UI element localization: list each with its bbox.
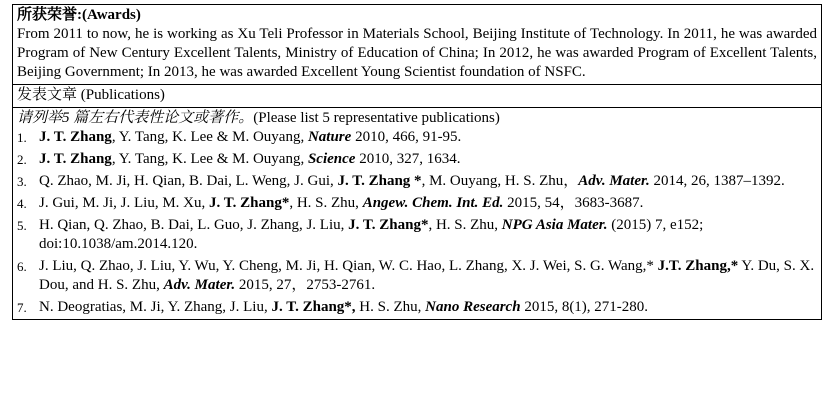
awards-row <box>13 5 822 85</box>
publication-item <box>17 216 817 254</box>
publications-header-row <box>13 85 822 108</box>
publication-highlight-author: J. T. Zhang * <box>337 173 422 189</box>
publication-journal: NPG Asia Mater. <box>501 217 608 233</box>
publication-number: 6. <box>17 259 27 274</box>
publication-authors: N. Deogratias, M. Ji, Y. Zhang, J. Liu, <box>39 299 272 315</box>
publication-text <box>39 298 817 317</box>
publication-authors: J. Gui, M. Ji, J. Liu, M. Xu, <box>39 195 210 211</box>
publication-highlight-author: J. T. Zhang*, <box>271 299 356 315</box>
publication-number: 2. <box>17 152 27 167</box>
instruction-en: (Please list 5 representative publications) <box>253 110 500 126</box>
publication-coauthors: Y. Du, S. X. Dou, and H. S. Zhu, <box>39 258 815 293</box>
publication-number: 1. <box>17 130 27 145</box>
publication-number: 7. <box>17 300 27 315</box>
publication-highlight-author: J.T. Zhang,* <box>657 258 739 274</box>
publications-row <box>13 108 822 320</box>
publication-item <box>17 128 817 147</box>
awards-text: From 2011 to now, he is working as Xu Teli Professor in Materials School, Beijing Institute of Technology. In 2011, he was awarded Program of New Century Excellent Talents, Ministry of Education of China; In 2012, he was awarded Program of Excellent Talents, Beijing Government; In 2013, he was awarded Excellent Young Scientist foundation of NSFC. <box>17 26 817 80</box>
publication-citation: 2014, 26, 1387–1392. <box>649 173 785 189</box>
publication-citation: 2015, 8(1), 271-280. <box>520 299 649 315</box>
publication-journal: Adv. Mater. <box>163 277 236 293</box>
publication-authors: H. Qian, Q. Zhao, B. Dai, L. Guo, J. Zhang, J. Liu, <box>39 217 349 233</box>
publication-number: 3. <box>17 174 27 189</box>
publication-text <box>39 257 817 295</box>
publication-list <box>17 128 817 317</box>
publication-citation: 2015, 54，3683-3687. <box>503 195 644 211</box>
publication-text <box>39 128 817 147</box>
publication-coauthors: , H. S. Zhu, <box>428 217 502 233</box>
bio-table <box>12 4 822 320</box>
publication-journal: Nano Research <box>425 299 521 315</box>
publication-highlight-author: J. T. Zhang <box>39 151 112 167</box>
publication-citation: 2010, 327, 1634. <box>355 151 461 167</box>
instruction-cn: 请列举5 篇左右代表性论文或著作。 <box>17 110 254 126</box>
publication-text <box>39 194 817 213</box>
publication-item <box>17 172 817 191</box>
publication-highlight-author: J. T. Zhang* <box>209 195 290 211</box>
publication-item <box>17 257 817 295</box>
publication-coauthors: , Y. Tang, K. Lee & M. Ouyang, <box>111 151 308 167</box>
publication-coauthors: , H. S. Zhu, <box>289 195 363 211</box>
publication-authors: J. Liu, Q. Zhao, J. Liu, Y. Wu, Y. Cheng, M. Ji, H. Qian, W. C. Hao, L. Zhang, X. J. Wei, S. G. Wang,* <box>39 258 658 274</box>
publication-highlight-author: J. T. Zhang* <box>348 217 429 233</box>
publication-text <box>39 150 817 169</box>
publication-citation: 2015, 27，2753-2761. <box>235 277 376 293</box>
publication-highlight-author: J. T. Zhang <box>39 129 112 145</box>
awards-heading: 所获荣誉:(Awards) <box>17 7 141 23</box>
publication-citation: (2015) 7, e152; doi:10.1038/am.2014.120. <box>39 217 704 252</box>
publication-item <box>17 298 817 317</box>
publication-authors: Q. Zhao, M. Ji, H. Qian, B. Dai, L. Weng, J. Gui, <box>39 173 338 189</box>
publication-journal: Adv. Mater. <box>578 173 650 189</box>
awards-cell <box>13 5 822 85</box>
publication-citation: 2010, 466, 91-95. <box>351 129 462 145</box>
publication-journal: Angew. Chem. Int. Ed. <box>362 195 504 211</box>
publication-text <box>39 172 817 191</box>
publications-cell <box>13 108 822 320</box>
publication-journal: Science <box>307 151 356 167</box>
document <box>12 4 822 320</box>
publication-item <box>17 150 817 169</box>
publication-text <box>39 216 817 254</box>
publication-coauthors: , Y. Tang, K. Lee & M. Ouyang, <box>111 129 308 145</box>
publication-item <box>17 194 817 213</box>
publication-number: 4. <box>17 196 27 211</box>
publication-coauthors: , M. Ouyang, H. S. Zhu， <box>421 173 579 189</box>
publication-coauthors: H. S. Zhu, <box>355 299 426 315</box>
publications-heading: 发表文章 (Publications) <box>13 85 822 108</box>
publication-journal: Nature <box>307 129 352 145</box>
publication-number: 5. <box>17 218 27 233</box>
publications-instruction <box>17 109 817 128</box>
